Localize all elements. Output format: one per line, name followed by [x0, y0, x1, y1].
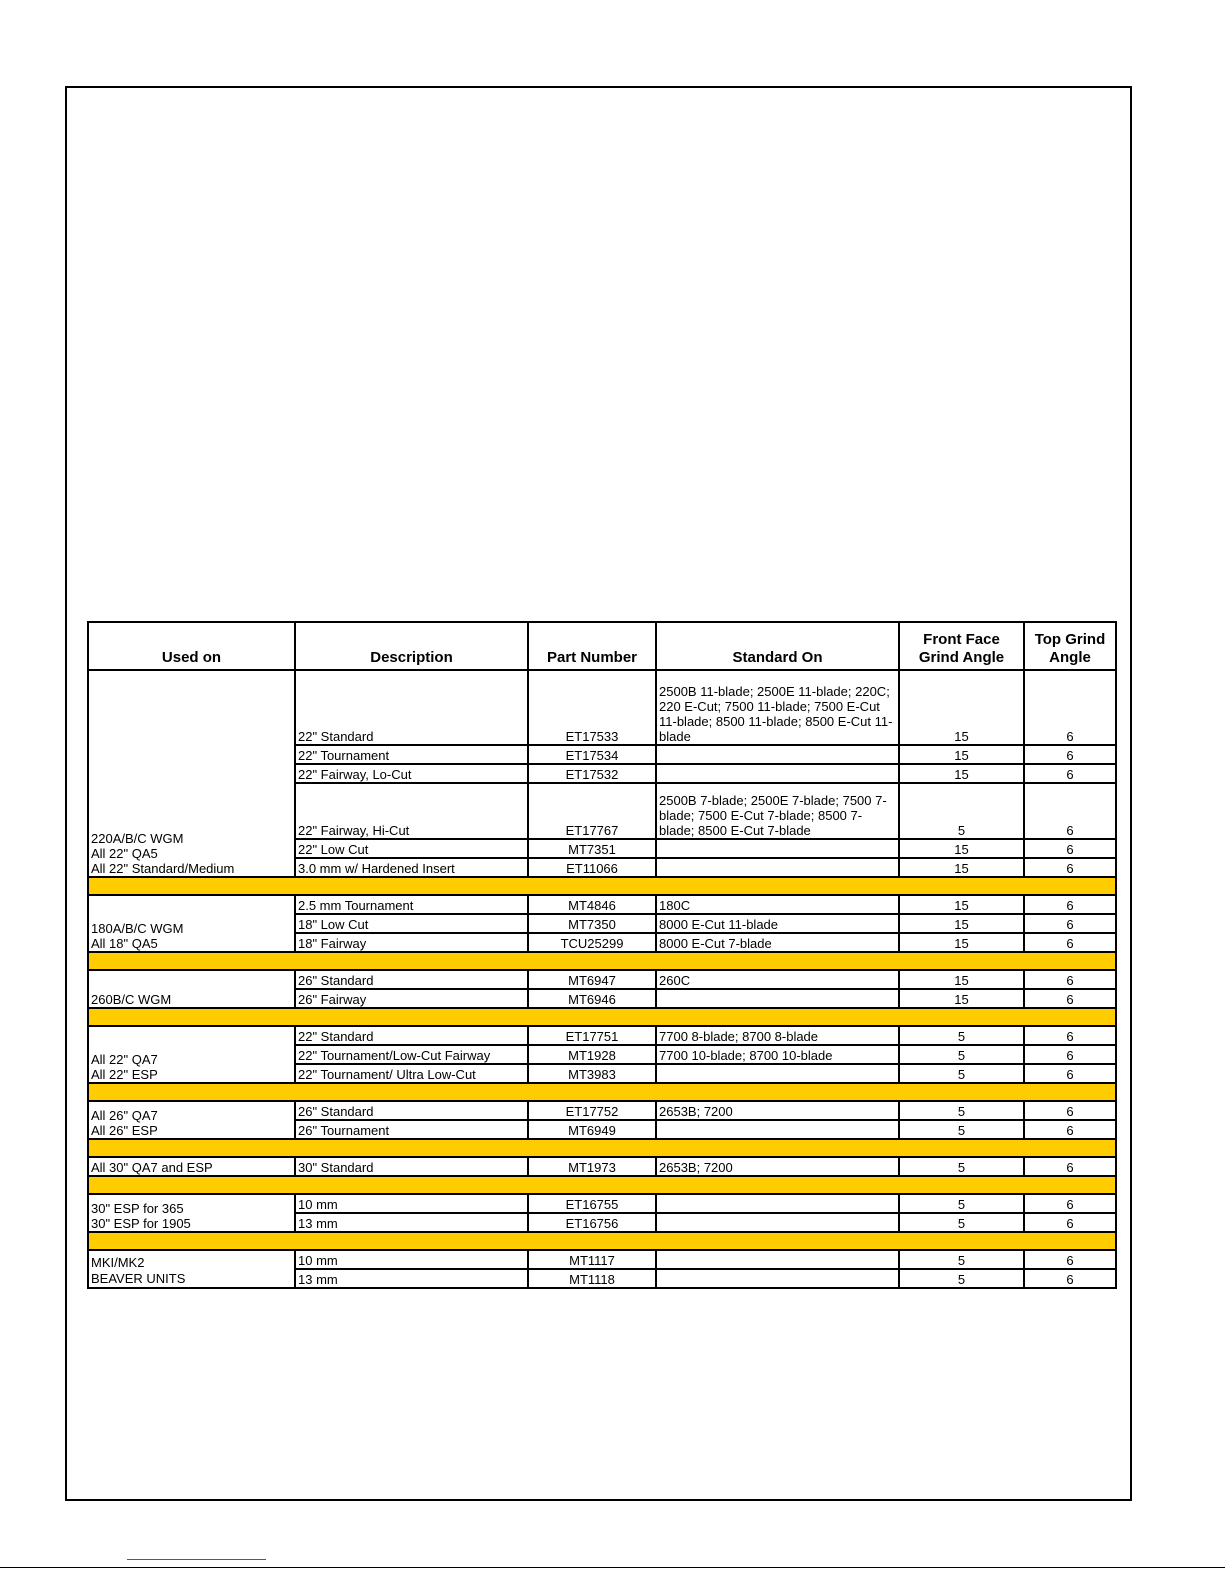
standard-on-cell [656, 764, 899, 783]
part-number-cell: ET17532 [528, 764, 656, 783]
header-standard-on: Standard On [656, 622, 899, 670]
table-row [88, 895, 1116, 914]
top-grind-angle-cell: 6 [1024, 1213, 1116, 1232]
description-cell: 26" Standard [295, 970, 528, 989]
table-row [88, 670, 1116, 745]
standard-on-cell: 7700 8-blade; 8700 8-blade [656, 1026, 899, 1045]
part-number-cell: MT4846 [528, 895, 656, 914]
part-number-cell: MT1117 [528, 1250, 656, 1269]
front-face-angle-cell: 15 [899, 745, 1024, 764]
part-number-cell: ET11066 [528, 858, 656, 877]
front-face-angle-cell: 15 [899, 933, 1024, 952]
description-cell: 22" Standard [295, 670, 528, 745]
standard-on-cell: 8000 E-Cut 7-blade [656, 933, 899, 952]
description-cell: 26" Standard [295, 1101, 528, 1120]
top-grind-angle-cell: 6 [1024, 895, 1116, 914]
part-number-cell: ET16756 [528, 1213, 656, 1232]
standard-on-cell: 260C [656, 970, 899, 989]
table-header-row [88, 622, 1116, 670]
front-face-angle-cell: 5 [899, 1269, 1024, 1288]
standard-on-cell [656, 1064, 899, 1083]
group-separator [88, 1139, 1116, 1157]
standard-on-cell: 180C [656, 895, 899, 914]
part-number-cell: MT6946 [528, 989, 656, 1008]
table-row [88, 1101, 1116, 1120]
group-separator [88, 1083, 1116, 1101]
top-grind-angle-cell: 6 [1024, 1120, 1116, 1139]
top-grind-angle-cell: 6 [1024, 1250, 1116, 1269]
front-face-angle-cell: 5 [899, 1194, 1024, 1213]
front-face-angle-cell: 15 [899, 895, 1024, 914]
front-face-angle-cell: 5 [899, 1064, 1024, 1083]
footer-link-underline [127, 1559, 266, 1560]
front-face-angle-cell: 5 [899, 1120, 1024, 1139]
front-face-angle-cell: 5 [899, 1026, 1024, 1045]
header-part-number: Part Number [528, 622, 656, 670]
used-on-cell: 30" ESP for 365 30" ESP for 1905 [88, 1194, 295, 1232]
description-cell: 22" Tournament/ Ultra Low-Cut [295, 1064, 528, 1083]
description-cell: 18" Fairway [295, 933, 528, 952]
top-grind-angle-cell: 6 [1024, 914, 1116, 933]
front-face-angle-cell: 15 [899, 989, 1024, 1008]
description-cell: 13 mm [295, 1269, 528, 1288]
part-number-cell: ET17752 [528, 1101, 656, 1120]
front-face-angle-cell: 15 [899, 670, 1024, 745]
used-on-cell: All 26" QA7 All 26" ESP [88, 1101, 295, 1139]
standard-on-cell [656, 1194, 899, 1213]
header-front-face-grind-angle: Front Face Grind Angle [899, 622, 1024, 670]
standard-on-cell [656, 858, 899, 877]
part-number-cell: MT7350 [528, 914, 656, 933]
page-bottom-rule [0, 1567, 1225, 1568]
description-cell: 22" Fairway, Hi-Cut [295, 783, 528, 839]
top-grind-angle-cell: 6 [1024, 970, 1116, 989]
table-row [88, 970, 1116, 989]
table-row [88, 1026, 1116, 1045]
top-grind-angle-cell: 6 [1024, 858, 1116, 877]
part-number-cell: MT3983 [528, 1064, 656, 1083]
standard-on-cell [656, 989, 899, 1008]
group-separator [88, 1176, 1116, 1194]
standard-on-cell: 2653B; 7200 [656, 1101, 899, 1120]
top-grind-angle-cell: 6 [1024, 783, 1116, 839]
description-cell: 22" Tournament [295, 745, 528, 764]
part-number-cell: MT6949 [528, 1120, 656, 1139]
part-number-cell: ET17751 [528, 1026, 656, 1045]
top-grind-angle-cell: 6 [1024, 839, 1116, 858]
description-cell: 13 mm [295, 1213, 528, 1232]
part-number-cell: MT1118 [528, 1269, 656, 1288]
front-face-angle-cell: 5 [899, 1213, 1024, 1232]
standard-on-cell: 2500B 11-blade; 2500E 11-blade; 220C; 220 E-Cut; 7500 11-blade; 7500 E-Cut 11-blade; 8500 11-blade; 8500 E-Cut 11-blade [656, 670, 899, 745]
standard-on-cell: 8000 E-Cut 11-blade [656, 914, 899, 933]
used-on-cell: 180A/B/C WGM All 18" QA5 [88, 895, 295, 952]
top-grind-angle-cell: 6 [1024, 1045, 1116, 1064]
standard-on-cell: 2653B; 7200 [656, 1157, 899, 1176]
part-number-cell: MT6947 [528, 970, 656, 989]
description-cell: 2.5 mm Tournament [295, 895, 528, 914]
front-face-angle-cell: 15 [899, 858, 1024, 877]
part-number-cell: MT1928 [528, 1045, 656, 1064]
front-face-angle-cell: 5 [899, 783, 1024, 839]
front-face-angle-cell: 5 [899, 1101, 1024, 1120]
group-separator [88, 1232, 1116, 1250]
part-number-cell: ET16755 [528, 1194, 656, 1213]
top-grind-angle-cell: 6 [1024, 670, 1116, 745]
description-cell: 22" Low Cut [295, 839, 528, 858]
header-top-grind-angle: Top Grind Angle [1024, 622, 1116, 670]
table-row [88, 1157, 1116, 1176]
front-face-angle-cell: 5 [899, 1250, 1024, 1269]
top-grind-angle-cell: 6 [1024, 1064, 1116, 1083]
front-face-angle-cell: 15 [899, 839, 1024, 858]
description-cell: 10 mm [295, 1194, 528, 1213]
description-cell: 26" Tournament [295, 1120, 528, 1139]
header-description: Description [295, 622, 528, 670]
top-grind-angle-cell: 6 [1024, 989, 1116, 1008]
description-cell: 22" Standard [295, 1026, 528, 1045]
standard-on-cell: 2500B 7-blade; 2500E 7-blade; 7500 7-blade; 7500 E-Cut 7-blade; 8500 7-blade; 8500 E-Cut 7-blade [656, 783, 899, 839]
used-on-cell: All 22" QA7 All 22" ESP [88, 1026, 295, 1083]
top-grind-angle-cell: 6 [1024, 1269, 1116, 1288]
group-separator [88, 952, 1116, 970]
part-number-cell: ET17533 [528, 670, 656, 745]
top-grind-angle-cell: 6 [1024, 1101, 1116, 1120]
top-grind-angle-cell: 6 [1024, 745, 1116, 764]
part-number-cell: ET17767 [528, 783, 656, 839]
standard-on-cell [656, 839, 899, 858]
description-cell: 18" Low Cut [295, 914, 528, 933]
standard-on-cell [656, 1269, 899, 1288]
bedknife-parts-table [87, 621, 1117, 1289]
top-grind-angle-cell: 6 [1024, 1157, 1116, 1176]
front-face-angle-cell: 15 [899, 764, 1024, 783]
header-used-on: Used on [88, 622, 295, 670]
description-cell: 22" Fairway, Lo-Cut [295, 764, 528, 783]
standard-on-cell [656, 1213, 899, 1232]
used-on-cell: 260B/C WGM [88, 970, 295, 1008]
standard-on-cell [656, 1120, 899, 1139]
table-row [88, 1250, 1116, 1269]
front-face-angle-cell: 15 [899, 970, 1024, 989]
part-number-cell: TCU25299 [528, 933, 656, 952]
description-cell: 10 mm [295, 1250, 528, 1269]
standard-on-cell: 7700 10-blade; 8700 10-blade [656, 1045, 899, 1064]
standard-on-cell [656, 745, 899, 764]
top-grind-angle-cell: 6 [1024, 1026, 1116, 1045]
part-number-cell: MT1973 [528, 1157, 656, 1176]
part-number-cell: ET17534 [528, 745, 656, 764]
top-grind-angle-cell: 6 [1024, 764, 1116, 783]
front-face-angle-cell: 15 [899, 914, 1024, 933]
top-grind-angle-cell: 6 [1024, 1194, 1116, 1213]
front-face-angle-cell: 5 [899, 1045, 1024, 1064]
part-number-cell: MT7351 [528, 839, 656, 858]
used-on-cell: All 30" QA7 and ESP [88, 1157, 295, 1176]
description-cell: 30" Standard [295, 1157, 528, 1176]
description-cell: 3.0 mm w/ Hardened Insert [295, 858, 528, 877]
description-cell: 22" Tournament/Low-Cut Fairway [295, 1045, 528, 1064]
group-separator [88, 877, 1116, 895]
top-grind-angle-cell: 6 [1024, 933, 1116, 952]
table-row [88, 1194, 1116, 1213]
standard-on-cell [656, 1250, 899, 1269]
used-on-cell: 220A/B/C WGM All 22" QA5 All 22" Standard/Medium [88, 670, 295, 877]
group-separator [88, 1008, 1116, 1026]
front-face-angle-cell: 5 [899, 1157, 1024, 1176]
used-on-cell: MKI/MK2 BEAVER UNITS [88, 1250, 295, 1288]
description-cell: 26" Fairway [295, 989, 528, 1008]
